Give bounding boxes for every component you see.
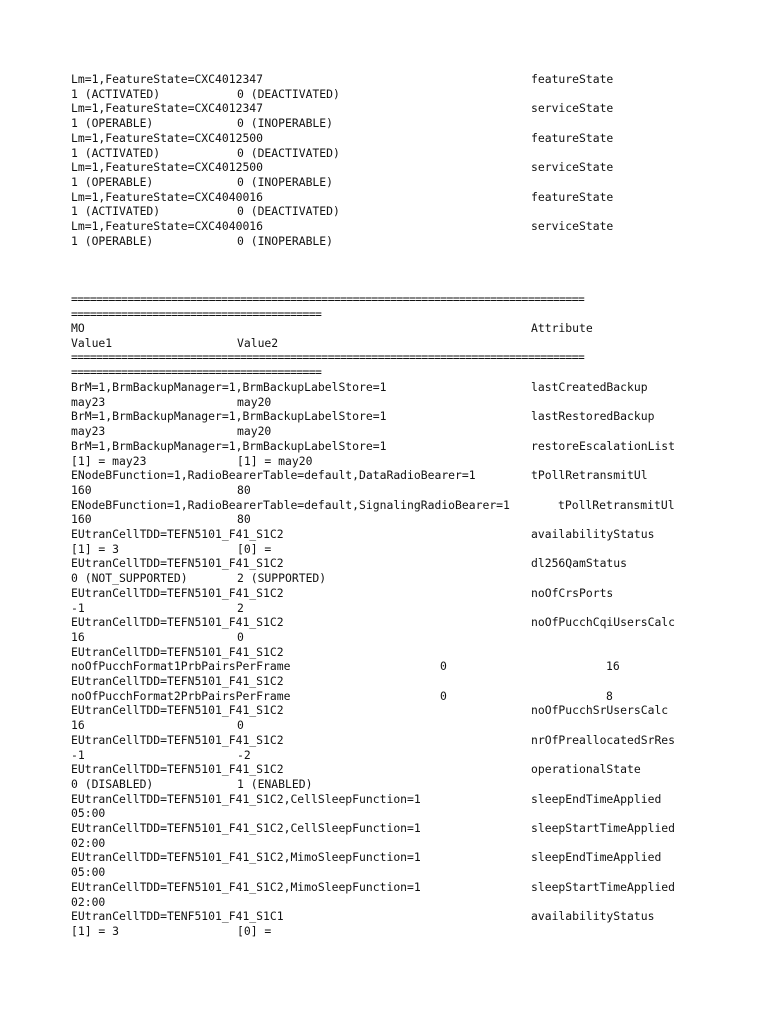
attribute-name: sleepStartTimeApplied xyxy=(531,821,676,835)
separator-line: ================================================================================== xyxy=(71,350,585,364)
value1-cell: [1] = 3 xyxy=(71,541,120,556)
mo-path: BrM=1,BrmBackupManager=1,BrmBackupLabelStore=1 xyxy=(71,409,387,424)
value1-cell: 1 (ACTIVATED) xyxy=(71,145,161,160)
attribute-name: availabilityStatus xyxy=(531,527,655,541)
value1-cell: may23 xyxy=(71,424,106,439)
header-mo: MO xyxy=(71,321,85,335)
mo-path: Lm=1,FeatureState=CXC4040016 xyxy=(71,219,264,233)
attribute-name: serviceState xyxy=(531,101,614,116)
mo-path: EUtranCellTDD=TEFN5101_F41_S1C2 xyxy=(71,615,284,630)
attribute-name: operationalState xyxy=(531,762,641,777)
attribute-name: featureState xyxy=(531,189,614,204)
mo-path: EUtranCellTDD=TEFN5101_F41_S1C2,MimoSleepFunction=1 xyxy=(71,879,421,894)
value2-cell: 0 (INOPERABLE) xyxy=(237,233,334,248)
value1-cell: 02:00 xyxy=(71,894,106,909)
value2-cell: -2 xyxy=(237,747,251,762)
separator-line: ======================================== xyxy=(71,307,322,321)
value-cell: 0 xyxy=(440,659,447,674)
value1-cell: [1] = may23 xyxy=(71,453,147,468)
value1-cell: 160 xyxy=(71,482,92,497)
value2-cell: 0 (DEACTIVATED) xyxy=(237,204,340,219)
value2-cell: [0] = xyxy=(237,923,272,938)
value1-cell: -1 xyxy=(71,747,85,762)
mo-path: ENodeBFunction=1,RadioBearerTable=default,SignalingRadioBearer=1 xyxy=(71,497,510,512)
attribute-name: sleepStartTimeApplied xyxy=(531,879,676,894)
header-attribute: Attribute xyxy=(531,321,593,335)
mo-path: Lm=1,FeatureState=CXC4012347 xyxy=(71,101,264,116)
value1-cell: 16 xyxy=(71,718,85,733)
value1-cell: noOfPucchFormat2PrbPairsPerFrame xyxy=(71,688,291,703)
value-cell: 0 xyxy=(440,688,447,703)
separator-line: ================================================================================== xyxy=(71,292,585,306)
value2-cell: may20 xyxy=(237,424,272,439)
mo-path: ENodeBFunction=1,RadioBearerTable=default,DataRadioBearer=1 xyxy=(71,468,476,483)
value2-cell: [1] = may20 xyxy=(237,453,313,468)
mo-path: EUtranCellTDD=TEFN5101_F41_S1C2 xyxy=(71,644,284,659)
attribute-name: featureState xyxy=(531,72,614,86)
mo-path: EUtranCellTDD=TEFN5101_F41_S1C2 xyxy=(71,585,284,600)
header-value1: Value1 xyxy=(71,336,113,350)
value1-cell: 1 (ACTIVATED) xyxy=(71,204,161,219)
separator-line: ======================================== xyxy=(71,365,322,379)
mo-path: Lm=1,FeatureState=CXC4012347 xyxy=(71,72,264,86)
value2-cell: may20 xyxy=(237,394,272,409)
value1-cell: 0 (DISABLED) xyxy=(71,776,154,791)
attribute-name: sleepEndTimeApplied xyxy=(531,791,662,806)
value2-cell: 80 xyxy=(237,512,251,527)
mo-path: Lm=1,FeatureState=CXC4040016 xyxy=(71,189,264,204)
value1-cell: 160 xyxy=(71,512,92,527)
mo-path: BrM=1,BrmBackupManager=1,BrmBackupLabelStore=1 xyxy=(71,380,387,394)
mo-path: EUtranCellTDD=TEFN5101_F41_S1C2 xyxy=(71,527,284,541)
attribute-name: lastCreatedBackup xyxy=(531,380,648,394)
value2-cell: 2 (SUPPORTED) xyxy=(237,571,327,586)
value2-cell: 0 (DEACTIVATED) xyxy=(237,145,340,160)
attribute-name: noOfPucchCqiUsersCalc xyxy=(531,615,676,630)
value2-cell: [0] = xyxy=(237,541,272,556)
value1-cell: 16 xyxy=(71,629,85,644)
mo-path: EUtranCellTDD=TEFN5101_F41_S1C2,MimoSleepFunction=1 xyxy=(71,850,421,865)
value1-cell: -1 xyxy=(71,600,85,615)
value1-cell: 1 (OPERABLE) xyxy=(71,174,154,189)
mo-path: EUtranCellTDD=TEFN5101_F41_S1C2 xyxy=(71,732,284,747)
attribute-name: availabilityStatus xyxy=(531,909,655,924)
attribute-name: serviceState xyxy=(531,219,614,233)
mo-path: EUtranCellTDD=TEFN5101_F41_S1C2 xyxy=(71,703,284,718)
mo-path: EUtranCellTDD=TEFN5101_F41_S1C2 xyxy=(71,556,284,571)
value1-cell: 1 (OPERABLE) xyxy=(71,233,154,248)
value1-cell: 1 (ACTIVATED) xyxy=(71,86,161,101)
value2-cell: 0 xyxy=(237,718,244,733)
attribute-name: dl256QamStatus xyxy=(531,556,628,571)
value1-cell: may23 xyxy=(71,394,106,409)
value1-cell: 02:00 xyxy=(71,835,106,850)
value-cell: 16 xyxy=(606,659,620,674)
mo-path: EUtranCellTDD=TEFN5101_F41_S1C2 xyxy=(71,762,284,777)
value1-cell: 05:00 xyxy=(71,806,106,821)
mo-path: Lm=1,FeatureState=CXC4012500 xyxy=(71,160,264,175)
mo-path: EUtranCellTDD=TEFN5101_F41_S1C2 xyxy=(71,674,284,688)
value2-cell: 0 xyxy=(237,629,244,644)
mo-path: BrM=1,BrmBackupManager=1,BrmBackupLabelStore=1 xyxy=(71,438,387,453)
value1-cell: [1] = 3 xyxy=(71,923,120,938)
attribute-name: tPollRetransmitUl xyxy=(531,468,648,483)
value2-cell: 0 (INOPERABLE) xyxy=(237,174,334,189)
value1-cell: 1 (OPERABLE) xyxy=(71,116,154,131)
attribute-name: restoreEscalationList xyxy=(531,438,676,453)
value1-cell: 05:00 xyxy=(71,865,106,880)
attribute-name: noOfCrsPorts xyxy=(531,585,614,600)
mo-path: EUtranCellTDD=TENF5101_F41_S1C1 xyxy=(71,909,284,924)
attribute-name: tPollRetransmitUl xyxy=(558,497,675,512)
attribute-name: noOfPucchSrUsersCalc xyxy=(531,703,669,718)
value1-cell: noOfPucchFormat1PrbPairsPerFrame xyxy=(71,659,291,674)
value2-cell: 0 (INOPERABLE) xyxy=(237,116,334,131)
attribute-name: serviceState xyxy=(531,160,614,175)
mo-path: EUtranCellTDD=TEFN5101_F41_S1C2,CellSleepFunction=1 xyxy=(71,821,421,835)
value-cell: 8 xyxy=(606,688,613,703)
attribute-name: lastRestoredBackup xyxy=(531,409,655,424)
attribute-name: sleepEndTimeApplied xyxy=(531,850,662,865)
value2-cell: 1 (ENABLED) xyxy=(237,776,313,791)
attribute-name: nrOfPreallocatedSrRes xyxy=(531,732,676,747)
value2-cell: 0 (DEACTIVATED) xyxy=(237,86,340,101)
attribute-name: featureState xyxy=(531,130,614,145)
mo-path: EUtranCellTDD=TEFN5101_F41_S1C2,CellSleepFunction=1 xyxy=(71,791,421,806)
header-value2: Value2 xyxy=(237,336,279,350)
mo-path: Lm=1,FeatureState=CXC4012500 xyxy=(71,130,264,145)
value2-cell: 80 xyxy=(237,482,251,497)
value2-cell: 2 xyxy=(237,600,244,615)
value1-cell: 0 (NOT_SUPPORTED) xyxy=(71,571,188,586)
